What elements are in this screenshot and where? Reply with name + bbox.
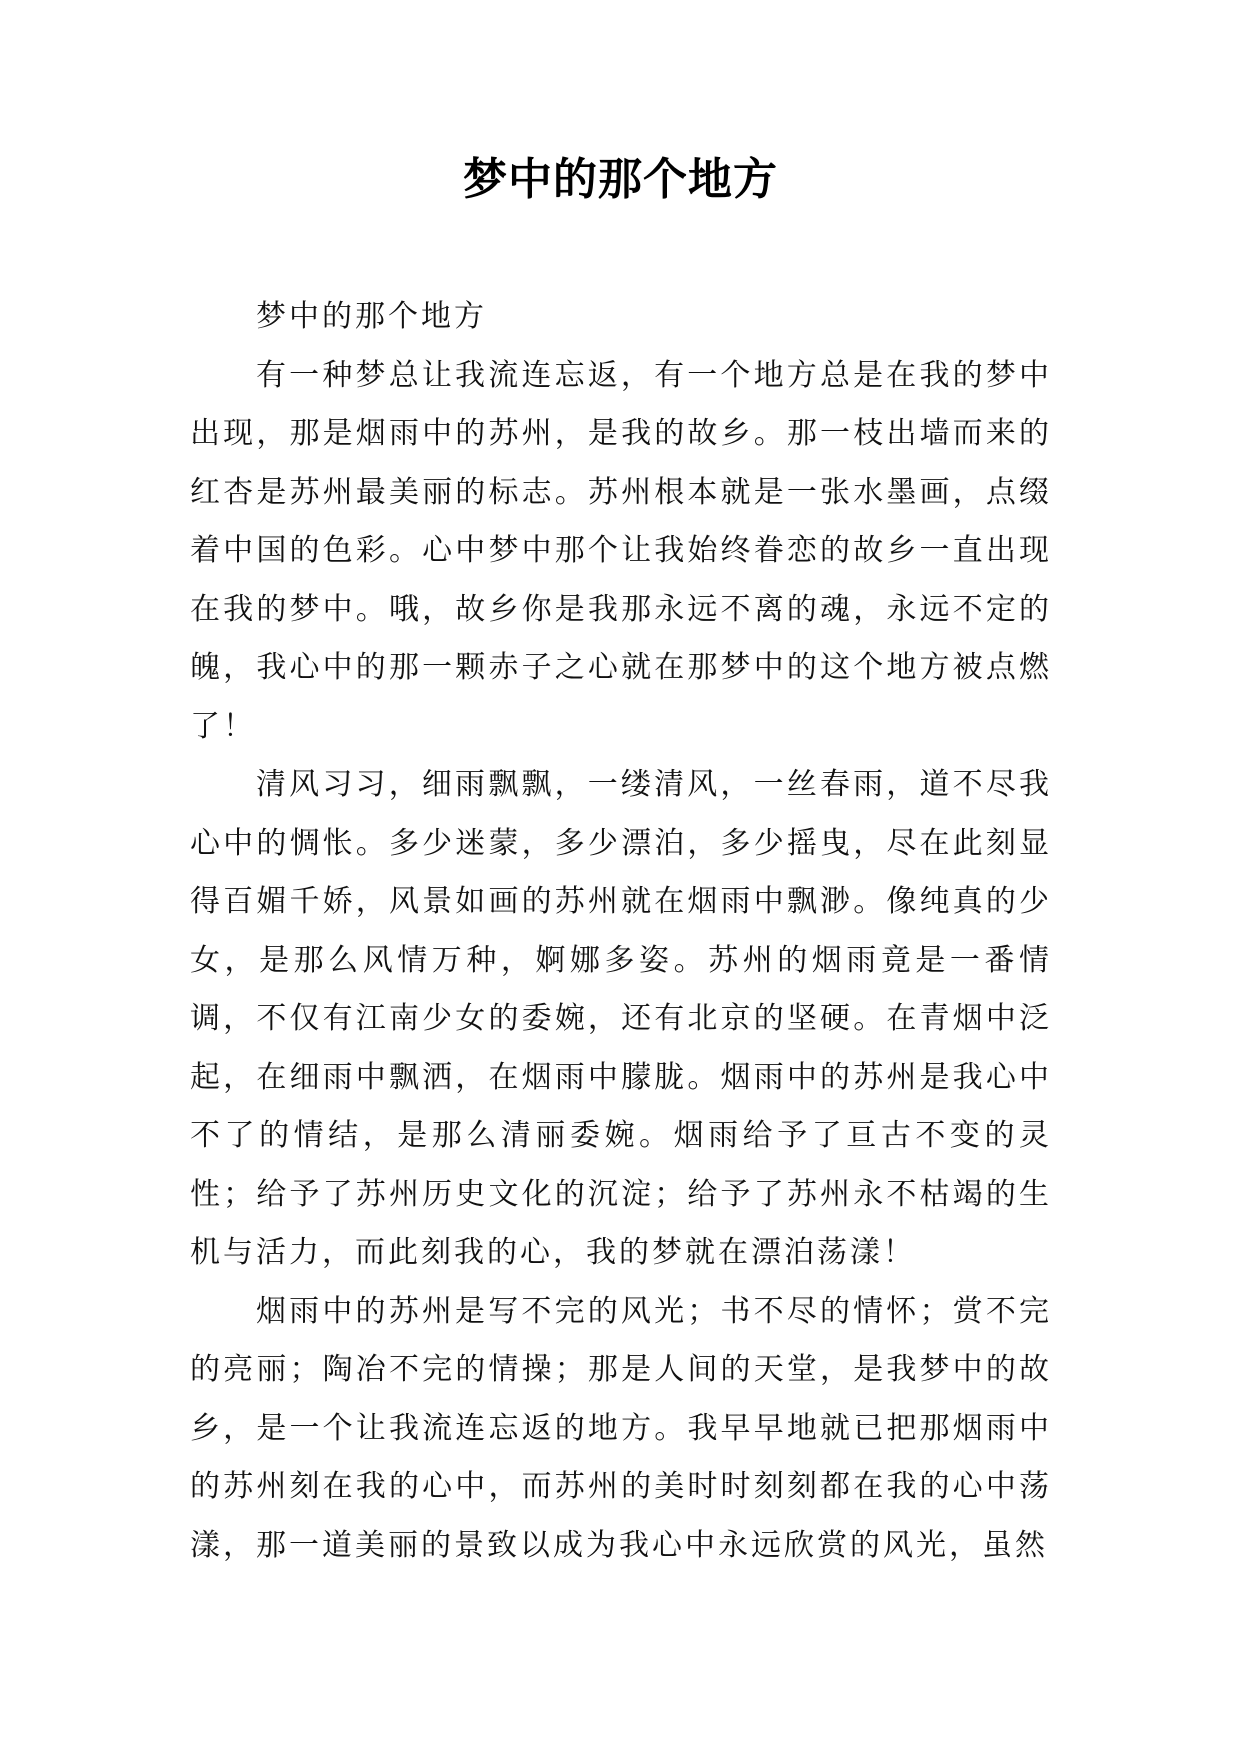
body-paragraph-heading: 梦中的那个地方 (256, 299, 487, 334)
document-body (190, 288, 1052, 1575)
document-title: 梦中的那个地方 (463, 154, 778, 205)
body-paragraph: 清风习习，细雨飘飘，一缕清风，一丝春雨，道不尽我心中的惆怅。多少迷蒙，多少漂泊，多少摇曳，尽在此刻显得百媚千娇，风景如画的苏州就在烟雨中飘渺。像纯真的少女，是那么风情万种，婀娜多姿。苏州的烟雨竟是一番情调，不仅有江南少女的委婉，还有北京的坚硬。在青烟中泛起，在细雨中飘洒，在烟雨中朦胧。烟雨中的苏州是我心中不了的情结，是那么清丽委婉。烟雨给予了亘古不变的灵性；给予了苏州历史文化的沉淀；给予了苏州永不枯竭的生机与活力，而此刻我的心，我的梦就在漂泊荡漾！ (190, 767, 1052, 1270)
body-paragraph: 烟雨中的苏州是写不完的风光；书不尽的情怀；赏不完的亮丽；陶冶不完的情操；那是人间的天堂，是我梦中的故乡，是一个让我流连忘返的地方。我早早地就已把那烟雨中的苏州刻在我的心中，而苏州的美时时刻刻都在我的心中荡漾，那一道美丽的景致以成为我心中永远欣赏的风光，虽然 (190, 1293, 1052, 1563)
body-paragraph: 有一种梦总让我流连忘返，有一个地方总是在我的梦中出现，那是烟雨中的苏州，是我的故乡。那一枝出墙而来的红杏是苏州最美丽的标志。苏州根本就是一张水墨画，点缀着中国的色彩。心中梦中那个让我始终眷恋的故乡一直出现在我的梦中。哦，故乡你是我那永远不离的魂，永远不定的魄，我心中的那一颗赤子之心就在那梦中的这个地方被点燃了！ (190, 357, 1052, 744)
